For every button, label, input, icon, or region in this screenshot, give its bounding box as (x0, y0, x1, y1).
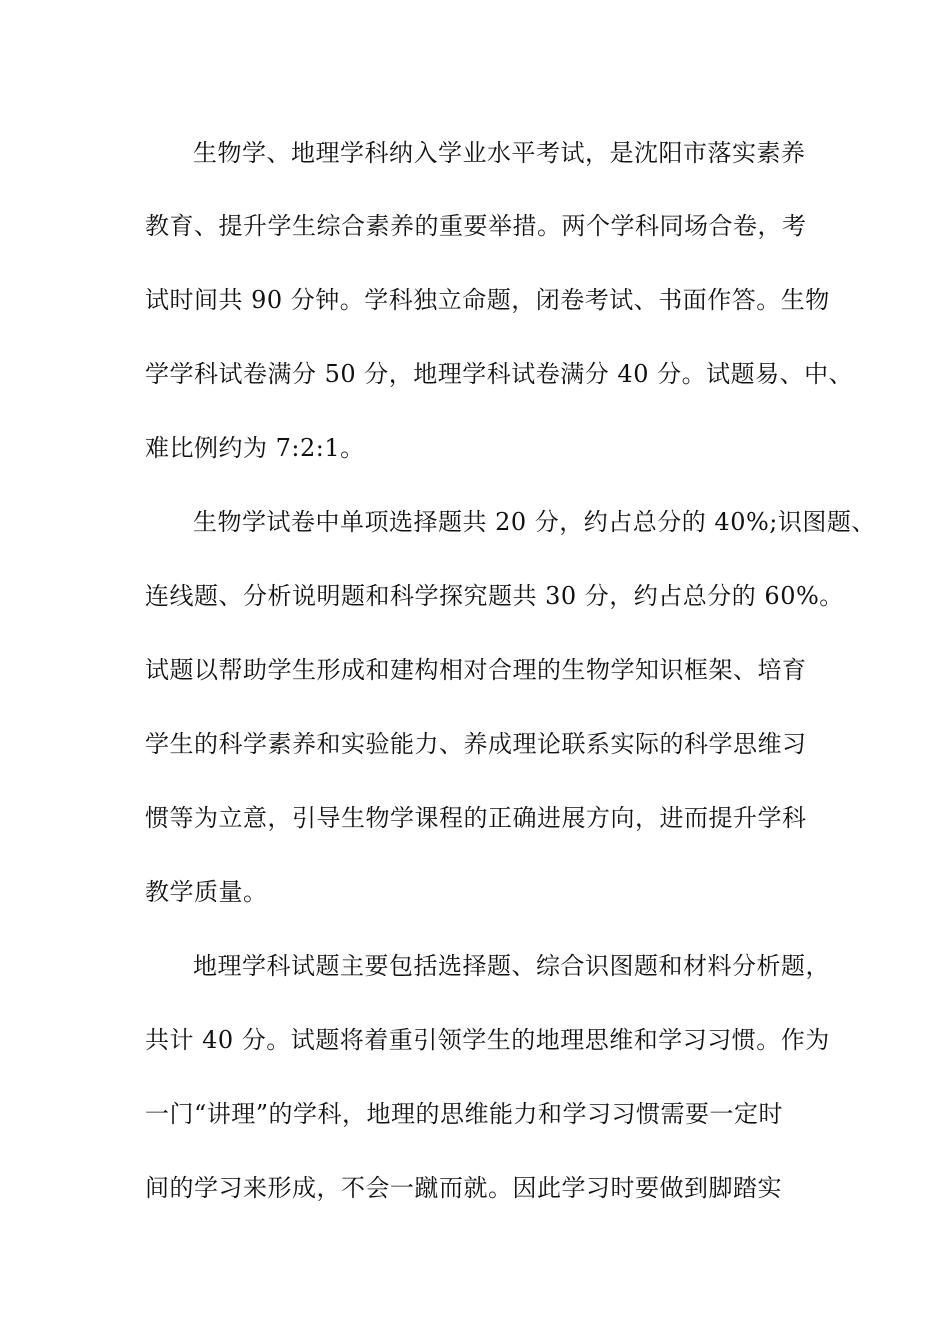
paragraph-2-line-3: 试题以帮助学生形成和建构相对合理的生物学知识框架、培育 (145, 656, 807, 684)
paragraph-2-line-6: 教学质量。 (145, 878, 268, 906)
paragraph-1-line-3: 试时间共 90 分钟。学科独立命题，闭卷考试、书面作答。生物 (145, 286, 830, 314)
paragraph-3-line-2: 共计 40 分。试题将着重引领学生的地理思维和学习习惯。作为 (145, 1026, 830, 1054)
paragraph-2-line-5: 惯等为立意，引导生物学课程的正确进展方向，进而提升学科 (145, 804, 807, 832)
paragraph-1-line-1: 生物学、地理学科纳入学业水平考试，是沈阳市落实素养 (193, 139, 806, 167)
paragraph-3-line-3: 一门“讲理”的学科，地理的思维能力和学习习惯需要一定时 (145, 1100, 784, 1128)
paragraph-1-line-5: 难比例约为 7:2:1。 (145, 434, 365, 462)
paragraph-3-line-4: 间的学习来形成，不会一蹴而就。因此学习时要做到脚踏实 (145, 1174, 782, 1202)
paragraph-1-line-2: 教育、提升学生综合素养的重要举措。两个学科同场合卷，考 (145, 212, 807, 240)
paragraph-1-line-4: 学学科试卷满分 50 分，地理学科试卷满分 40 分。试题易、中、 (145, 360, 854, 388)
paragraph-2-line-2: 连线题、分析说明题和科学探究题共 30 分，约占总分的 60%。 (145, 582, 844, 610)
paragraph-2-line-1: 生物学试卷中单项选择题共 20 分，约占总分的 40%;识图题、 (193, 508, 876, 536)
paragraph-2-line-4: 学生的科学素养和实验能力、养成理论联系实际的科学思维习 (145, 730, 807, 758)
paragraph-3-line-1: 地理学科试题主要包括选择题、综合识图题和材料分析题， (193, 952, 830, 980)
